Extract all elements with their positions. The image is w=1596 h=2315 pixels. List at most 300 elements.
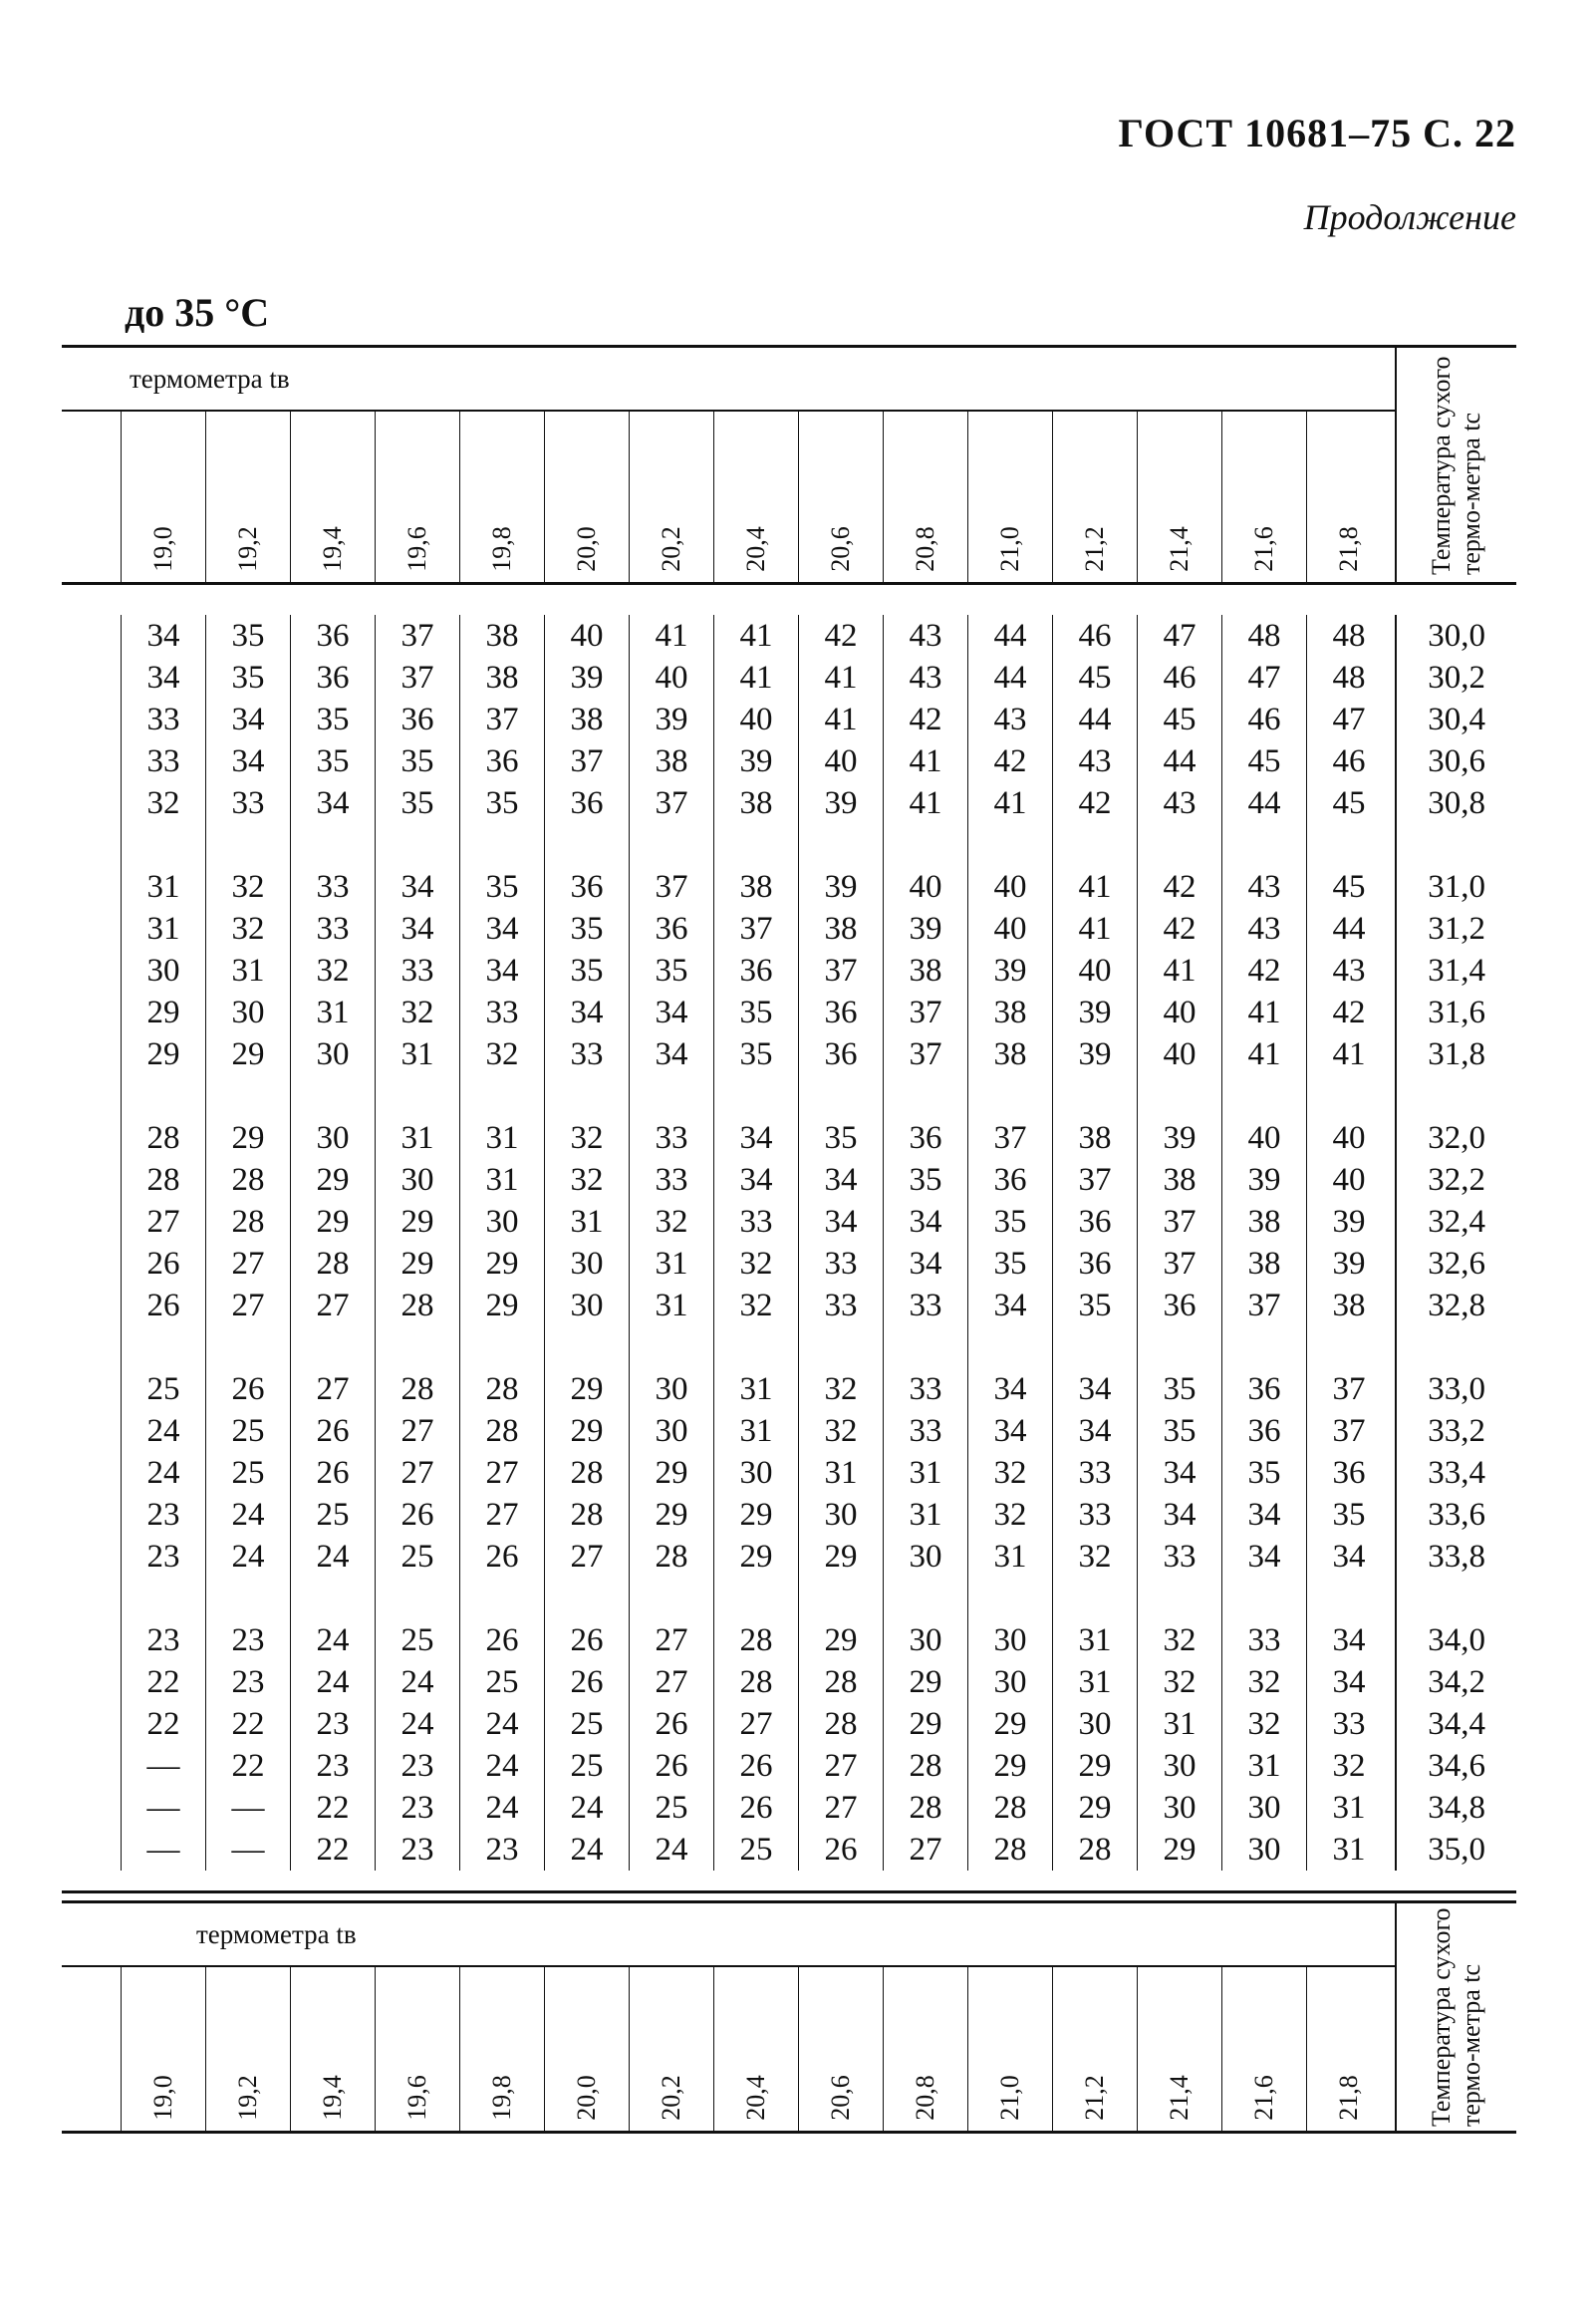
dry-temperature-cell: 31,6 — [1428, 995, 1485, 1030]
value-column — [713, 615, 798, 1871]
dry-temperature-cell: 33,2 — [1428, 1413, 1485, 1449]
table-cell: 30 — [1078, 1706, 1112, 1742]
table-cell: 35 — [400, 785, 434, 821]
table-cell: 43 — [1332, 953, 1366, 989]
table-cell: 37 — [1078, 1162, 1112, 1198]
table-cell: — — [231, 1790, 265, 1826]
table-cell: 22 — [146, 1706, 180, 1742]
dry-temperature-cell: 32,4 — [1428, 1204, 1485, 1240]
table-cell: 22 — [231, 1748, 265, 1784]
table-cell: 48 — [1332, 618, 1366, 654]
table-cell: 27 — [485, 1497, 519, 1533]
column-header: 19,4 — [290, 1967, 375, 2131]
table-cell: 36 — [824, 995, 858, 1030]
table-cell: 34 — [655, 995, 688, 1030]
table-cell: 44 — [993, 660, 1027, 696]
dry-temperature-cell: 33,4 — [1428, 1455, 1485, 1491]
table-cell: 27 — [316, 1288, 350, 1323]
table-cell: 43 — [1078, 743, 1112, 779]
table-cell: 32 — [993, 1497, 1027, 1533]
table-cell: 34 — [146, 618, 180, 654]
table-cell: 25 — [231, 1413, 265, 1449]
table-cell: 31 — [231, 953, 265, 989]
column-header: 20,6 — [798, 1967, 883, 2131]
table-cell: 42 — [909, 702, 942, 737]
dry-temperature-cell: 34,4 — [1428, 1706, 1485, 1742]
table-cell: 28 — [1078, 1832, 1112, 1868]
table-cell: 34 — [1332, 1664, 1366, 1700]
table-cell: 42 — [824, 618, 858, 654]
table-cell: 43 — [1247, 869, 1281, 905]
table-cell: 38 — [993, 995, 1027, 1030]
dry-temperature-cell: 31,4 — [1428, 953, 1485, 989]
table-cell: 32 — [655, 1204, 688, 1240]
table-cell: 36 — [1247, 1413, 1281, 1449]
table-cell: 29 — [739, 1539, 773, 1575]
table-cell: 36 — [400, 702, 434, 737]
table-cell: 26 — [739, 1790, 773, 1826]
table-cell: 29 — [146, 995, 180, 1030]
table-cell: 34 — [570, 995, 604, 1030]
table-cell: — — [146, 1790, 180, 1826]
table-cell: 35 — [1163, 1371, 1197, 1407]
table-cell: 27 — [570, 1539, 604, 1575]
table-cell: 32 — [1247, 1664, 1281, 1700]
dry-temperature-cell: 33,0 — [1428, 1371, 1485, 1407]
table-cell: 27 — [655, 1622, 688, 1658]
table-cell: 32 — [1163, 1622, 1197, 1658]
table-cell: 28 — [146, 1162, 180, 1198]
table-cell: 32 — [1163, 1664, 1197, 1700]
table-cell: 32 — [485, 1036, 519, 1072]
table-cell: 37 — [993, 1120, 1027, 1156]
table-cell: 32 — [1332, 1748, 1366, 1784]
table-cell: 30 — [316, 1036, 350, 1072]
table-cell: 42 — [1078, 785, 1112, 821]
table-cell: 24 — [316, 1539, 350, 1575]
column-header: 20,4 — [713, 412, 798, 582]
table-cell: 22 — [231, 1706, 265, 1742]
table-cell: 43 — [1247, 911, 1281, 947]
table-cell: 30 — [1247, 1790, 1281, 1826]
table-cell: 24 — [570, 1790, 604, 1826]
column-header: 21,8 — [1306, 1967, 1391, 2131]
table-cell: 29 — [570, 1413, 604, 1449]
dry-temperature-cell: 32,8 — [1428, 1288, 1485, 1323]
table-cell: 32 — [570, 1120, 604, 1156]
table-cell: 31 — [739, 1371, 773, 1407]
table-cell: 32 — [231, 869, 265, 905]
table-cell: 31 — [146, 869, 180, 905]
table-cell: 34 — [400, 869, 434, 905]
table-cell: 24 — [485, 1706, 519, 1742]
table-cell: 30 — [316, 1120, 350, 1156]
column-header: 19,2 — [205, 412, 290, 582]
table-cell: 22 — [146, 1664, 180, 1700]
table-cell: 34 — [824, 1204, 858, 1240]
table-cell: 39 — [993, 953, 1027, 989]
dry-thermometer-header-bottom: Температура сухого термо-метра tс — [1395, 1903, 1516, 2131]
dry-temperature-cell: 33,6 — [1428, 1497, 1485, 1533]
table-cell: 24 — [655, 1832, 688, 1868]
table-cell: 29 — [1163, 1832, 1197, 1868]
table-cell: 38 — [993, 1036, 1027, 1072]
table-cell: 29 — [146, 1036, 180, 1072]
dry-temperature-cell: 32,0 — [1428, 1120, 1485, 1156]
table-cell: 33 — [570, 1036, 604, 1072]
table-cell: 33 — [739, 1204, 773, 1240]
table-cell: 28 — [231, 1162, 265, 1198]
table-cell: 42 — [1247, 953, 1281, 989]
table-cell: 29 — [1078, 1748, 1112, 1784]
table-cell: 33 — [400, 953, 434, 989]
table-cell: 37 — [1332, 1371, 1366, 1407]
table-cell: 36 — [1247, 1371, 1281, 1407]
table-cell: 34 — [993, 1371, 1027, 1407]
page-header: ГОСТ 10681–75 С. 22 — [1118, 111, 1516, 155]
table-cell: 30 — [400, 1162, 434, 1198]
value-column — [375, 615, 459, 1871]
table-cell: 43 — [1163, 785, 1197, 821]
table-cell: 30 — [231, 995, 265, 1030]
table-cell: 43 — [993, 702, 1027, 737]
table-cell: 22 — [316, 1832, 350, 1868]
table-cell: 27 — [485, 1455, 519, 1491]
table-cell: 27 — [400, 1455, 434, 1491]
table-cell: 24 — [146, 1413, 180, 1449]
table-cell: 24 — [316, 1664, 350, 1700]
table-cell: 35 — [231, 660, 265, 696]
table-body — [62, 585, 1516, 1890]
table-cell: 26 — [570, 1664, 604, 1700]
table-cell: 27 — [146, 1204, 180, 1240]
table-cell: 27 — [909, 1832, 942, 1868]
table-cell: 31 — [1332, 1832, 1366, 1868]
table-cell: 45 — [1163, 702, 1197, 737]
table-cell: 40 — [993, 869, 1027, 905]
table-cell: 26 — [400, 1497, 434, 1533]
table-cell: 35 — [1247, 1455, 1281, 1491]
column-header: 19,6 — [375, 1967, 459, 2131]
value-column — [1221, 615, 1306, 1871]
dry-temperature-cell: 35,0 — [1428, 1832, 1485, 1868]
table-cell: 31 — [570, 1204, 604, 1240]
table-cell: 29 — [316, 1204, 350, 1240]
table-cell: 30 — [993, 1664, 1027, 1700]
table-cell: 36 — [316, 618, 350, 654]
table-cell: 34 — [909, 1204, 942, 1240]
table-cell: — — [231, 1832, 265, 1868]
table-cell: 39 — [1332, 1204, 1366, 1240]
table-cell: 39 — [655, 702, 688, 737]
column-header: 20,0 — [544, 1967, 629, 2131]
table-cell: 34 — [1332, 1539, 1366, 1575]
table-cell: 48 — [1332, 660, 1366, 696]
table-cell: 35 — [570, 953, 604, 989]
table-cell: 33 — [1247, 1622, 1281, 1658]
table-cell: 32 — [824, 1413, 858, 1449]
table-cell: 34 — [485, 953, 519, 989]
table-cell: 29 — [231, 1036, 265, 1072]
table-cell: 25 — [655, 1790, 688, 1826]
table-cell: 35 — [316, 743, 350, 779]
wet-thermometer-title-bottom: термометра tв — [62, 1903, 1395, 1967]
table-cell: 40 — [993, 911, 1027, 947]
dry-temperature-cell: 33,8 — [1428, 1539, 1485, 1575]
table-cell: 34 — [231, 702, 265, 737]
repeated-table-header — [62, 1900, 1516, 2134]
table-cell: 34 — [993, 1288, 1027, 1323]
table-cell: 27 — [231, 1288, 265, 1323]
column-headers-bottom — [121, 1967, 1395, 2131]
dry-temperature-cell: 30,6 — [1428, 743, 1485, 779]
column-header: 20,0 — [544, 412, 629, 582]
table-cell: 40 — [1332, 1162, 1366, 1198]
column-header: 21,2 — [1052, 412, 1137, 582]
table-cell: 37 — [1247, 1288, 1281, 1323]
table-cell: 26 — [739, 1748, 773, 1784]
table-cell: 36 — [993, 1162, 1027, 1198]
table-cell: 45 — [1332, 869, 1366, 905]
table-cell: 37 — [400, 660, 434, 696]
table-cell: 23 — [400, 1832, 434, 1868]
column-header: 20,6 — [798, 412, 883, 582]
value-column — [544, 615, 629, 1871]
table-cell: 37 — [400, 618, 434, 654]
table-cell: 23 — [231, 1622, 265, 1658]
table-header — [62, 348, 1516, 585]
table-cell: 40 — [824, 743, 858, 779]
table-cell: 25 — [739, 1832, 773, 1868]
table-cell: 24 — [485, 1790, 519, 1826]
dry-temperature-cell: 34,0 — [1428, 1622, 1485, 1658]
column-header: 21,4 — [1137, 1967, 1221, 2131]
table-cell: 26 — [316, 1413, 350, 1449]
table-cell: 29 — [485, 1288, 519, 1323]
table-cell: 41 — [1078, 911, 1112, 947]
table-cell: 32 — [146, 785, 180, 821]
table-cell: 41 — [739, 660, 773, 696]
table-cell: 35 — [909, 1162, 942, 1198]
table-cell: 24 — [231, 1539, 265, 1575]
table-cell: 42 — [1332, 995, 1366, 1030]
table-cell: 45 — [1078, 660, 1112, 696]
table-cell: 37 — [1332, 1413, 1366, 1449]
table-cell: 40 — [1332, 1120, 1366, 1156]
table-cell: 30 — [909, 1622, 942, 1658]
table-cell: 36 — [909, 1120, 942, 1156]
table-cell: 41 — [1332, 1036, 1366, 1072]
value-column — [798, 615, 883, 1871]
table-cell: 30 — [993, 1622, 1027, 1658]
table-cell: 34 — [1332, 1622, 1366, 1658]
table-cell: 43 — [909, 618, 942, 654]
table-cell: 26 — [570, 1622, 604, 1658]
table-cell: 23 — [400, 1790, 434, 1826]
table-cell: 41 — [655, 618, 688, 654]
table-cell: 41 — [1163, 953, 1197, 989]
dry-temperature-cell: 32,2 — [1428, 1162, 1485, 1198]
table-cell: 38 — [739, 785, 773, 821]
table-cell: 37 — [1163, 1204, 1197, 1240]
table-cell: 30 — [570, 1288, 604, 1323]
table-cell: 26 — [316, 1455, 350, 1491]
table-cell: 34 — [1247, 1497, 1281, 1533]
table-cell: 32 — [993, 1455, 1027, 1491]
table-cell: 28 — [146, 1120, 180, 1156]
table-cell: 36 — [1332, 1455, 1366, 1491]
table-cell: 32 — [400, 995, 434, 1030]
table-cell: 29 — [655, 1455, 688, 1491]
table-cell: 27 — [400, 1413, 434, 1449]
column-header: 21,0 — [967, 412, 1052, 582]
table-cell: 35 — [1332, 1497, 1366, 1533]
dry-temperature-cell: 31,8 — [1428, 1036, 1485, 1072]
table-cell: 34 — [316, 785, 350, 821]
table-cell: 28 — [824, 1664, 858, 1700]
table-cell: 38 — [1163, 1162, 1197, 1198]
table-cell: 27 — [316, 1371, 350, 1407]
table-cell: 35 — [739, 995, 773, 1030]
table-cell: 29 — [231, 1120, 265, 1156]
table-cell: 31 — [739, 1413, 773, 1449]
table-cell: 46 — [1163, 660, 1197, 696]
table-cell: 33 — [909, 1371, 942, 1407]
table-cell: 40 — [655, 660, 688, 696]
table-cell: 34 — [146, 660, 180, 696]
value-column — [1137, 615, 1221, 1871]
table-cell: 28 — [485, 1371, 519, 1407]
table-cell: 34 — [1078, 1413, 1112, 1449]
table-cell: 30 — [824, 1497, 858, 1533]
table-cell: 47 — [1163, 618, 1197, 654]
table-cell: 38 — [655, 743, 688, 779]
table-cell: 45 — [1247, 743, 1281, 779]
table-cell: 30 — [655, 1413, 688, 1449]
table-cell: 38 — [1247, 1246, 1281, 1282]
table-cell: 32 — [739, 1288, 773, 1323]
value-column — [205, 615, 290, 1871]
column-header: 21,6 — [1221, 1967, 1306, 2131]
table-cell: 22 — [316, 1790, 350, 1826]
table-cell: 38 — [1332, 1288, 1366, 1323]
column-header: 21,8 — [1306, 412, 1391, 582]
table-cell: 31 — [655, 1246, 688, 1282]
table-cell: 32 — [231, 911, 265, 947]
table-cell: 38 — [909, 953, 942, 989]
table-cell: 46 — [1247, 702, 1281, 737]
column-header: 20,2 — [629, 1967, 713, 2131]
column-header: 19,6 — [375, 412, 459, 582]
table-cell: 40 — [1247, 1120, 1281, 1156]
table-cell: 35 — [1163, 1413, 1197, 1449]
table-cell: 33 — [1078, 1497, 1112, 1533]
table-cell: 38 — [1247, 1204, 1281, 1240]
table-cell: 34 — [909, 1246, 942, 1282]
table-cell: 27 — [655, 1664, 688, 1700]
table-cell: 26 — [655, 1748, 688, 1784]
table-cell: 47 — [1247, 660, 1281, 696]
dry-temperature-cell: 32,6 — [1428, 1246, 1485, 1282]
table-cell: 35 — [400, 743, 434, 779]
table-cell: 28 — [400, 1288, 434, 1323]
table-cell: 24 — [316, 1622, 350, 1658]
table-cell: 29 — [1078, 1790, 1112, 1826]
table-cell: 37 — [485, 702, 519, 737]
table-cell: 40 — [1078, 953, 1112, 989]
table-cell: 34 — [655, 1036, 688, 1072]
table-cell: 30 — [146, 953, 180, 989]
table-cell: 27 — [824, 1790, 858, 1826]
table-cell: 31 — [1247, 1748, 1281, 1784]
table-cell: 39 — [1163, 1120, 1197, 1156]
column-header: 20,8 — [883, 1967, 967, 2131]
table-cell: 32 — [316, 953, 350, 989]
table-cell: 36 — [316, 660, 350, 696]
table-cell: 36 — [570, 785, 604, 821]
table-cell: 34 — [739, 1162, 773, 1198]
dry-temperature-cell: 34,2 — [1428, 1664, 1485, 1700]
column-header: 19,0 — [121, 412, 205, 582]
dry-temperature-column — [1395, 615, 1516, 1871]
table-cell: 26 — [231, 1371, 265, 1407]
column-header: 19,4 — [290, 412, 375, 582]
table-cell: 35 — [485, 785, 519, 821]
table-cell: 34 — [1163, 1497, 1197, 1533]
column-headers — [121, 412, 1395, 582]
table-cell: 23 — [316, 1748, 350, 1784]
table-cell: 23 — [400, 1748, 434, 1784]
table-cell: 39 — [824, 785, 858, 821]
value-column — [629, 615, 713, 1871]
table-cell: 35 — [655, 953, 688, 989]
table-cell: 48 — [1247, 618, 1281, 654]
table-cell: 28 — [739, 1622, 773, 1658]
column-header: 19,8 — [459, 1967, 544, 2131]
table-cell: 33 — [824, 1246, 858, 1282]
column-header: 20,2 — [629, 412, 713, 582]
table-cell: 37 — [655, 785, 688, 821]
table-cell: 39 — [1247, 1162, 1281, 1198]
table-cell: 23 — [485, 1832, 519, 1868]
table-cell: 28 — [485, 1413, 519, 1449]
table-cell: 26 — [824, 1832, 858, 1868]
table-cell: 38 — [739, 869, 773, 905]
table-cell: 28 — [993, 1832, 1027, 1868]
table-cell: 41 — [1078, 869, 1112, 905]
table-cell: 38 — [485, 660, 519, 696]
table-cell: 29 — [909, 1706, 942, 1742]
table-cell: 37 — [1163, 1246, 1197, 1282]
table-cell: 38 — [824, 911, 858, 947]
column-header: 20,8 — [883, 412, 967, 582]
table-cell: 31 — [655, 1288, 688, 1323]
table-cell: — — [146, 1748, 180, 1784]
table-cell: 30 — [739, 1455, 773, 1491]
table-cell: 39 — [1078, 1036, 1112, 1072]
table-cell: 43 — [909, 660, 942, 696]
table-cell: 35 — [739, 1036, 773, 1072]
psychrometric-table — [62, 345, 1516, 1893]
table-cell: 36 — [570, 869, 604, 905]
table-cell: 41 — [1247, 995, 1281, 1030]
table-cell: 27 — [824, 1748, 858, 1784]
table-cell: 42 — [1163, 869, 1197, 905]
table-cell: 40 — [909, 869, 942, 905]
table-cell: 28 — [231, 1204, 265, 1240]
table-cell: 24 — [400, 1664, 434, 1700]
column-header: 19,2 — [205, 1967, 290, 2131]
